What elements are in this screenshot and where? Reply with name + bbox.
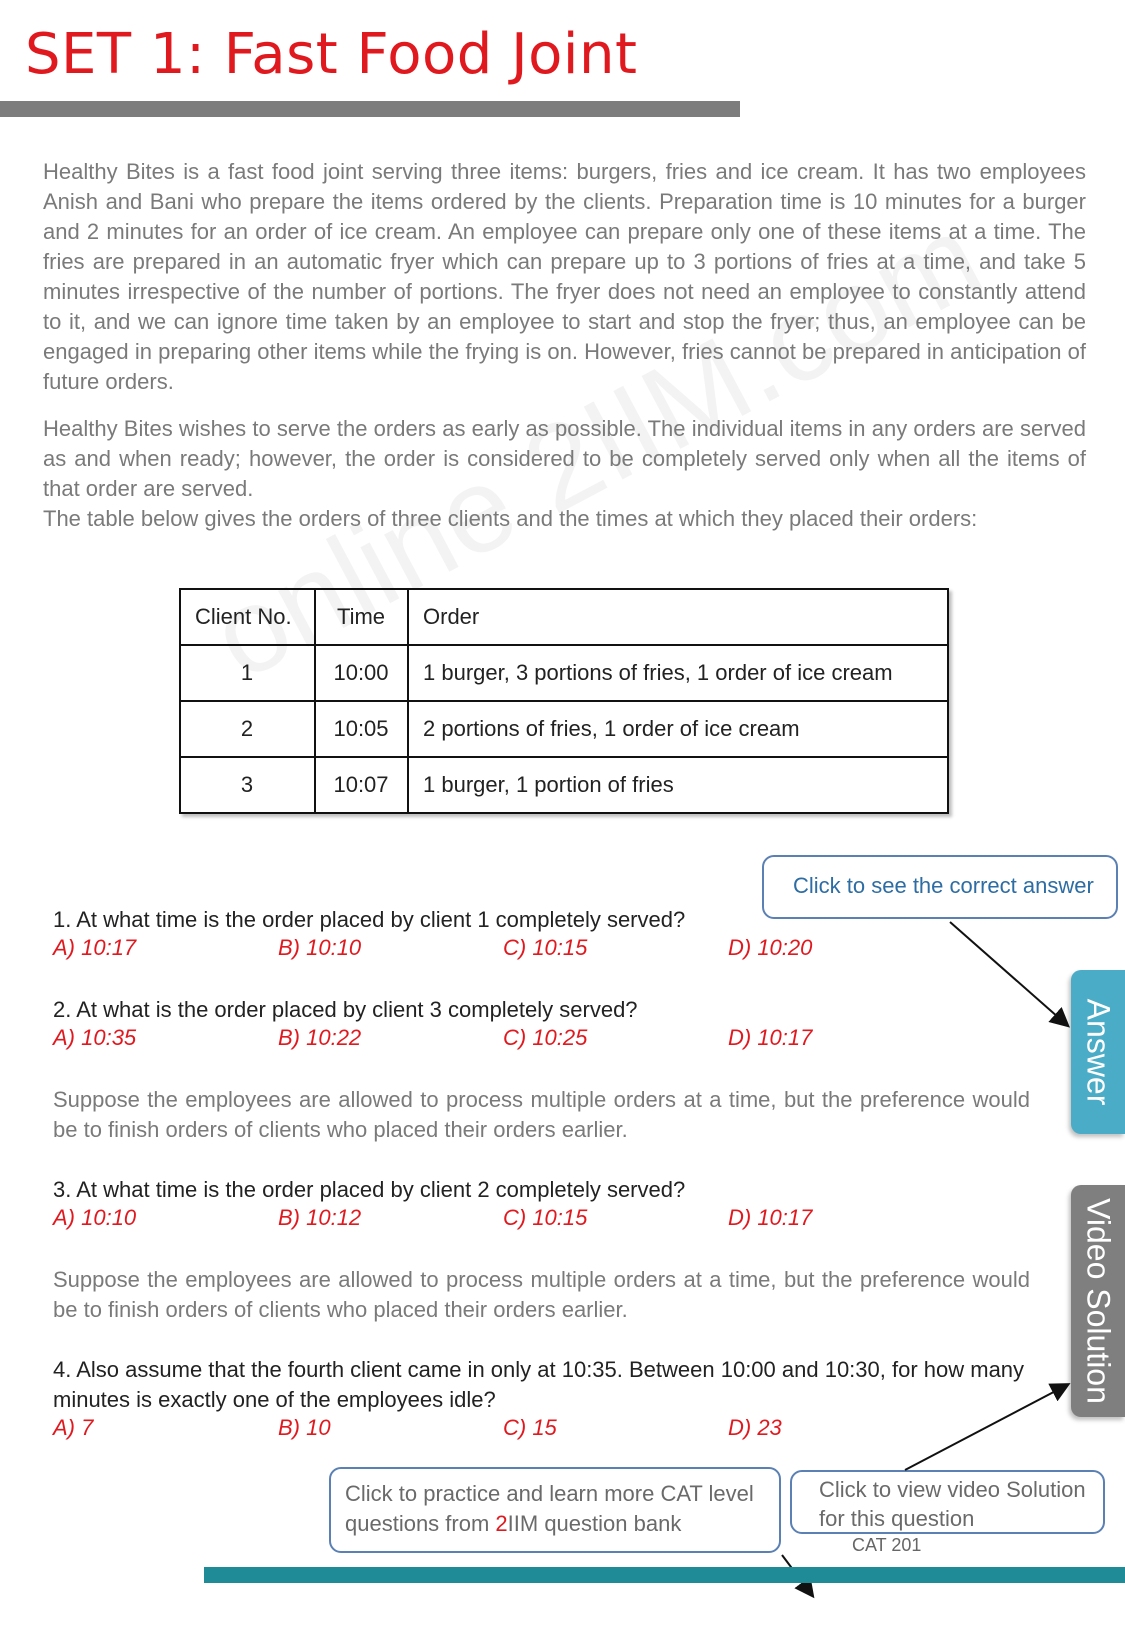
option-d[interactable]: D) 23 <box>728 1415 782 1440</box>
option-d[interactable]: D) 10:17 <box>728 1205 813 1230</box>
option-c[interactable]: C) 15 <box>503 1415 557 1440</box>
table-intro-paragraph: The table below gives the orders of three clients and the times at which they placed their orders: <box>43 506 978 531</box>
video-solution-tab-label: Video Solution <box>1080 1198 1117 1404</box>
answer-tab-label: Answer <box>1080 998 1117 1106</box>
cell-order: 2 portions of fries, 1 order of ice cream <box>408 701 948 757</box>
option-b[interactable]: B) 10:12 <box>278 1205 362 1230</box>
option-a[interactable]: A) 10:17 <box>53 935 137 960</box>
option-a[interactable]: A) 10:10 <box>53 1205 137 1230</box>
arrow-to-video-tab <box>905 1385 1067 1470</box>
option-b[interactable]: B) 10:22 <box>278 1025 362 1050</box>
option-a[interactable]: A) 7 <box>53 1415 94 1440</box>
cell-client: 1 <box>180 645 315 701</box>
intro-paragraph: Healthy Bites is a fast food joint serving three items: burgers, fries and ice cream. It has two employees Anish and Bani who prepare the items ordered by the clients. Preparation time is 10 minutes for a burger and 2 minutes for an order of ice cream. An employee can prepare only one of these items at a time. The fries are prepared in an automatic fryer which can prepare up to 3 portions of fries at a time, and take 5 minutes irrespective of the number of portions. The fryer does not need an employee to constantly attend to it, and we can ignore time taken by an employee to start and stop the fryer; thus, an employee can be engaged in preparing other items while the frying is on. However, fries cannot be prepared in anticipation of future orders. <box>43 159 1086 394</box>
cell-client: 2 <box>180 701 315 757</box>
cell-time: 10:00 <box>315 645 408 701</box>
header-client-no: Client No. <box>180 589 315 645</box>
page-title: SET 1: Fast Food Joint <box>25 22 638 87</box>
bottom-footer-bar <box>204 1567 1125 1583</box>
option-a[interactable]: A) 10:35 <box>53 1025 137 1050</box>
option-c[interactable]: C) 10:15 <box>503 935 588 960</box>
cell-order: 1 burger, 3 portions of fries, 1 order of ice cream <box>408 645 948 701</box>
header-time: Time <box>315 589 408 645</box>
option-d[interactable]: D) 10:17 <box>728 1025 813 1050</box>
option-d[interactable]: D) 10:20 <box>728 935 813 960</box>
option-b[interactable]: B) 10:10 <box>278 935 362 960</box>
assumption-note-2: Suppose the employees are allowed to process multiple orders at a time, but the preference would be to finish orders of clients who placed their orders earlier. <box>53 1267 1030 1322</box>
question-4: 4. Also assume that the fourth client came in only at 10:35. Between 10:00 and 10:30, for how many minutes is exactly one of the employees idle? <box>53 1357 1025 1412</box>
option-b[interactable]: B) 10 <box>278 1415 331 1440</box>
serving-paragraph: Healthy Bites wishes to serve the orders as early as possible. The individual items in any orders are served as and when ready; however, the order is considered to be completely served only when all the items of that order are served. <box>43 416 1086 501</box>
page-label: CAT 201 <box>852 1535 922 1555</box>
cell-time: 10:07 <box>315 757 408 813</box>
question-3: 3. At what time is the order placed by client 2 completely served? <box>53 1177 686 1202</box>
option-c[interactable]: C) 10:25 <box>503 1025 588 1050</box>
cell-client: 3 <box>180 757 315 813</box>
assumption-note-1: Suppose the employees are allowed to process multiple orders at a time, but the preference would be to finish orders of clients who placed their orders earlier. <box>53 1087 1030 1142</box>
video-hint-text: Click to view video Solution for this question <box>819 1477 1086 1531</box>
practice-text-prefix: Click to practice and learn more CAT level questions from <box>345 1481 754 1536</box>
brand-2-red: 2 <box>495 1511 508 1536</box>
practice-text-suffix: IIM question bank <box>507 1511 682 1536</box>
cell-order: 1 burger, 1 portion of fries <box>408 757 948 813</box>
cell-time: 10:05 <box>315 701 408 757</box>
question-2: 2. At what is the order placed by client 3 completely served? <box>53 997 638 1022</box>
question-1: 1. At what time is the order placed by client 1 completely served? <box>53 907 686 932</box>
option-c[interactable]: C) 10:15 <box>503 1205 588 1230</box>
header-order: Order <box>408 589 948 645</box>
arrow-to-answer-tab <box>950 922 1067 1025</box>
answer-hint-text: Click to see the correct answer <box>793 873 1094 898</box>
